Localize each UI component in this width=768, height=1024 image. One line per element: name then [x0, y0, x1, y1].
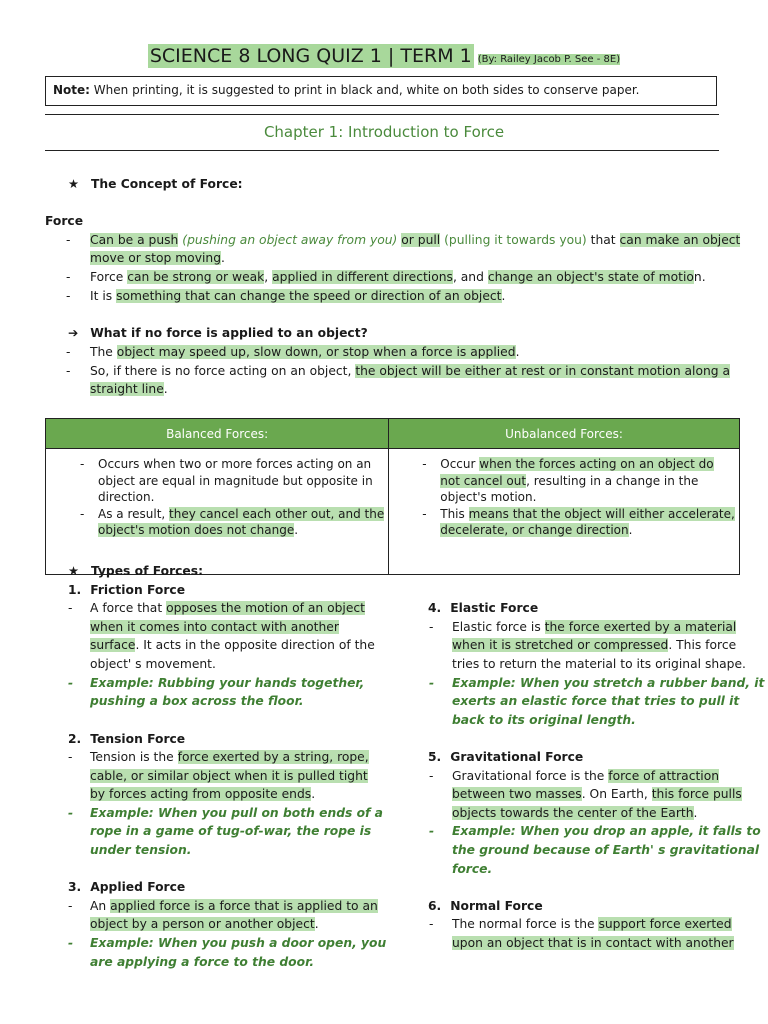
byline: (By: Railey Jacob P. See - 8E)	[477, 54, 621, 65]
list-item-cont: straight line.	[90, 382, 168, 396]
list-item: Force can be strong or weak, applied in different directions, and change an object's state of motion.	[90, 270, 706, 284]
tension-title: 2. Tension Force	[68, 732, 186, 746]
note-text: When printing, it is suggested to print in black and, white on both sides to conserve paper.	[93, 83, 640, 97]
unbalanced-header: Unbalanced Forces:	[389, 419, 740, 449]
force-term: Force	[45, 214, 84, 228]
balanced-header: Balanced Forces:	[46, 419, 389, 449]
arrow-icon: ➔	[68, 326, 79, 340]
list-item: It is something that can change the speed or direction of an object.	[90, 289, 506, 303]
divider	[45, 150, 719, 151]
noforce-heading: ➔ What if no force is applied to an object?	[68, 326, 368, 340]
tension-example: Example: When you pull on both ends of a	[90, 806, 383, 820]
star-icon: ★	[68, 177, 80, 191]
friction-example: Example: Rubbing your hands together,	[90, 676, 365, 690]
applied-example: Example: When you push a door open, you	[90, 936, 387, 950]
concept-heading: ★ The Concept of Force:	[68, 177, 243, 191]
chapter-heading: Chapter 1: Introduction to Force	[263, 123, 505, 141]
list-item: The object may speed up, slow down, or stop when a force is applied.	[90, 345, 520, 359]
note-label: Note:	[53, 83, 90, 97]
list-item: So, if there is no force acting on an object, the object will be either at rest or in constant motion along a	[90, 364, 731, 378]
balanced-cell: - Occurs when two or more forces acting on an object are equal in magnitude but opposite in direction. - As a result, they cancel each other out, and the object's motion does not change.	[46, 449, 389, 575]
applied-title: 3. Applied Force	[68, 880, 186, 894]
gravitational-example: Example: When you drop an apple, it falls to	[452, 824, 761, 838]
list-item: Can be a push (pushing an object away from you) or pull (pulling it towards you) that can make an object	[90, 233, 741, 247]
page-title	[0, 45, 768, 67]
list-item-cont: move or stop moving.	[90, 251, 225, 265]
gravitational-title: 5. Gravitational Force	[428, 750, 584, 764]
forces-table	[45, 418, 740, 575]
note-box	[45, 76, 717, 106]
elastic-example: Example: When you stretch a rubber band, it	[452, 676, 765, 690]
unbalanced-cell: - Occur when the forces acting on an object do not cancel out, resulting in a change in the object's motion. - This means that the object will either accelerate, decelerate, or change direction.	[389, 449, 740, 575]
divider	[45, 114, 719, 115]
types-heading: ★ Types of Forces:	[68, 564, 203, 578]
quiz-title: SCIENCE 8 LONG QUIZ 1 | TERM 1	[149, 45, 472, 67]
star-icon: ★	[68, 564, 80, 578]
elastic-title: 4. Elastic Force	[428, 601, 539, 615]
friction-title: 1. Friction Force	[68, 583, 186, 597]
normal-title: 6. Normal Force	[428, 899, 543, 913]
list-item: -	[66, 233, 71, 247]
